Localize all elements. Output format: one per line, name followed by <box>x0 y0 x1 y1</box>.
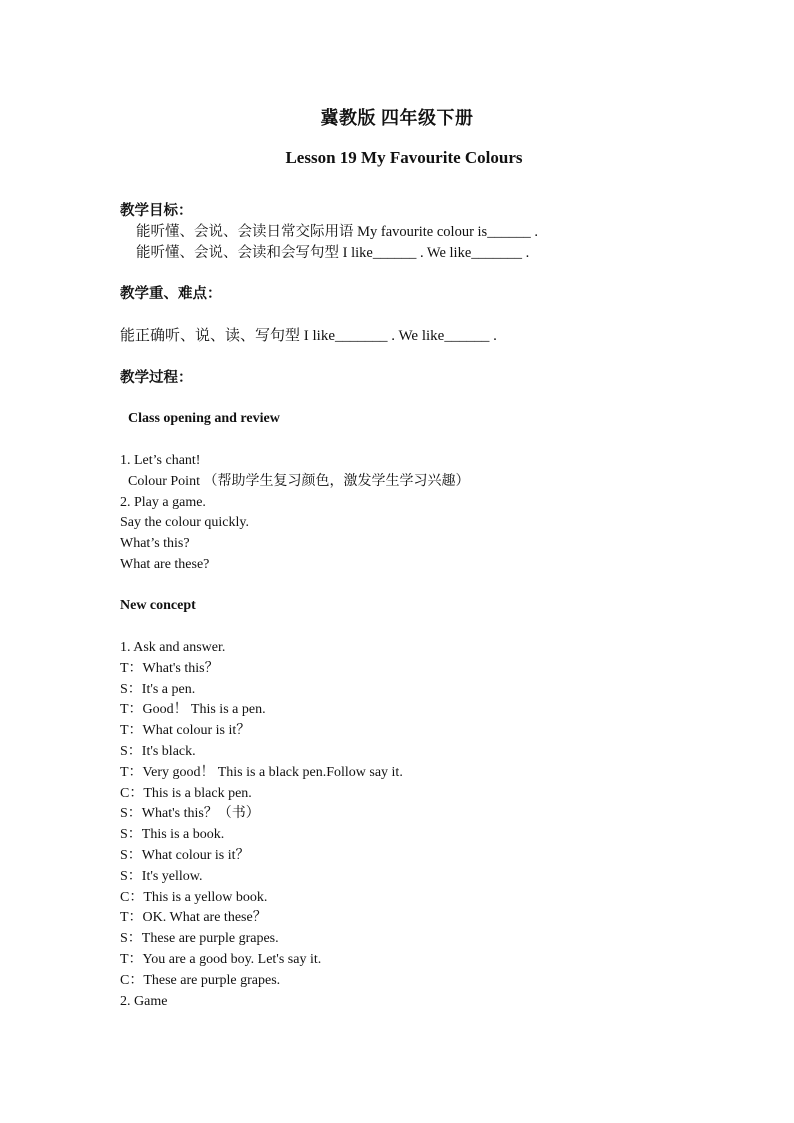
dialogue-line: T：Very good！ This is a black pen.Follow say it. <box>120 765 403 780</box>
key-points-heading: 教学重、难点： <box>120 286 222 302</box>
dialogue-line: C：This is a yellow book. <box>120 890 268 905</box>
dialogue-line: T：Good！ This is a pen. <box>120 702 266 717</box>
dialogue-line: S：These are purple grapes. <box>120 931 279 946</box>
dialogue-line: S：What's this？（书） <box>120 806 260 821</box>
opening-line: What’s this? <box>120 536 190 551</box>
objective-line: 能听懂、会说、会读日常交际用语 My favourite colour is______ . <box>136 224 538 240</box>
dialogue-line: 1. Ask and answer. <box>120 640 226 655</box>
opening-line: Say the colour quickly. <box>120 515 249 530</box>
opening-line: 2. Play a game. <box>120 495 206 510</box>
dialogue-line: C：This is a black pen. <box>120 786 252 801</box>
dialogue-line: T：OK. What are these？ <box>120 910 267 925</box>
dialogue-line: 2. Game <box>120 994 168 1009</box>
dialogue-line: T：What's this？ <box>120 661 219 676</box>
dialogue-line: C：These are purple grapes. <box>120 973 281 988</box>
dialogue-line: S：This is a book. <box>120 827 225 842</box>
dialogue-line: S：It's a pen. <box>120 682 196 697</box>
opening-line: Colour Point （帮助学生复习颜色，激发学生学习兴趣） <box>128 474 470 489</box>
dialogue-line: T：What colour is it？ <box>120 723 251 738</box>
lesson-title: Lesson 19 My Favourite Colours <box>285 148 523 167</box>
opening-line: What are these? <box>120 557 210 572</box>
opening-line: 1. Let’s chant! <box>120 453 201 468</box>
dialogue-line: S：What colour is it？ <box>120 848 250 863</box>
dialogue-line: S：It's black. <box>120 744 196 759</box>
opening-heading: Class opening and review <box>128 411 280 426</box>
document-title: 冀教版 四年级下册 <box>320 108 474 128</box>
objectives-heading: 教学目标： <box>120 203 193 219</box>
key-points-line: 能正确听、说、读、写句型 I like_______ . We like______ . <box>120 328 497 344</box>
process-heading: 教学过程： <box>120 370 193 386</box>
dialogue-line: T：You are a good boy. Let's say it. <box>120 952 322 967</box>
concept-heading: New concept <box>120 598 196 613</box>
objective-line: 能听懂、会说、会读和会写句型 I like______ . We like_______ . <box>136 245 530 261</box>
dialogue-line: S：It's yellow. <box>120 869 203 884</box>
